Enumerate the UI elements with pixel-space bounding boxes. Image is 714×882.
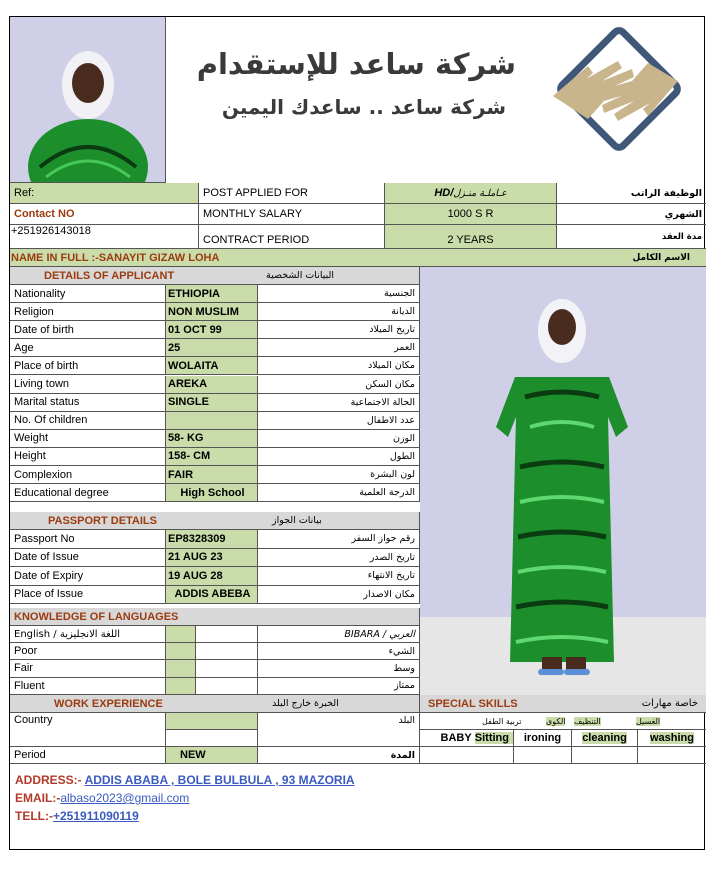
detail-label-cell xyxy=(10,339,166,357)
detail-value-cell xyxy=(166,412,258,430)
detail-ar-cell xyxy=(258,376,420,394)
passport-title-ar: بيانات الجواز xyxy=(272,515,322,526)
post-value-ar: عـاملـة منـزل xyxy=(453,187,507,199)
detail-label-cell xyxy=(10,303,166,321)
company-tagline-ar: شركة ساعد .. ساعدك اليمين xyxy=(221,95,506,119)
contract-ar: مدة العقد xyxy=(661,231,702,242)
salary-value-cell xyxy=(385,204,557,225)
detail-value-cell xyxy=(166,466,258,484)
skill-ironing: ironing xyxy=(523,732,562,744)
language-level-ar: الشيء xyxy=(388,645,415,657)
passport-ar: تاريخ الصدر xyxy=(369,551,415,563)
work-title-ar: الخبرة خارج البلد xyxy=(272,698,339,709)
passport-value-cell xyxy=(166,586,258,605)
arabic-label-cell xyxy=(258,626,420,643)
detail-value-cell xyxy=(166,430,258,448)
country-ar: البلد xyxy=(398,715,415,726)
detail-ar: لون البشرة xyxy=(370,469,415,481)
country-ar-cell xyxy=(258,713,420,747)
skill-ar-washing: الغسيل xyxy=(636,716,661,726)
detail-ar-cell xyxy=(258,357,420,375)
detail-value-cell xyxy=(166,285,258,303)
detail-label-cell xyxy=(10,394,166,412)
language-level-cell xyxy=(10,660,166,677)
language-level-ar-cell xyxy=(258,660,420,677)
salary-value: 1000 S R xyxy=(447,208,494,220)
language-level-cell xyxy=(10,643,166,660)
detail-ar: الدرجة العلمية xyxy=(359,487,415,499)
language-box-english-2 xyxy=(196,643,258,660)
period-ar: المدة xyxy=(390,749,415,761)
company-name-ar: شركة ساعد للإستقدام xyxy=(196,47,516,81)
detail-value: 25 xyxy=(168,341,181,354)
detail-label-cell xyxy=(10,376,166,394)
passport-ar-cell xyxy=(258,567,420,586)
passport-ar: مكان الاصدار xyxy=(363,588,415,600)
language-level-ar-cell xyxy=(258,643,420,660)
hands-logo-icon xyxy=(528,21,698,181)
detail-label-cell xyxy=(10,448,166,466)
detail-value: WOLAITA xyxy=(168,359,219,372)
detail-value: 58- KG xyxy=(168,432,204,445)
detail-label-cell xyxy=(10,357,166,375)
detail-ar: مكان الميلاد xyxy=(367,360,415,372)
post-value-prefix: HD/ xyxy=(434,187,454,199)
work-header xyxy=(10,695,420,713)
detail-ar: الجنسية xyxy=(384,288,415,300)
passport-value: EP8328309 xyxy=(168,532,226,545)
country-label: Country xyxy=(14,714,53,726)
detail-label: Complexion xyxy=(14,468,73,481)
language-box-english xyxy=(166,660,196,677)
post-label: POST APPLIED FOR xyxy=(203,187,308,199)
detail-label: Religion xyxy=(14,305,54,318)
skill-empty-3 xyxy=(572,747,638,764)
contact-value: +251926143018 xyxy=(11,225,91,237)
details-header xyxy=(10,267,420,285)
detail-ar: الديانة xyxy=(391,306,415,318)
skills-title-ar: خاصة مهارات xyxy=(641,698,698,709)
contract-label-cell xyxy=(199,225,385,249)
passport-value-cell xyxy=(166,530,258,549)
full-name-ar: الاسم الكامل xyxy=(632,252,690,263)
detail-label: Height xyxy=(14,450,46,463)
passport-value-cell xyxy=(166,549,258,568)
salary-ar: الشهري xyxy=(664,208,702,220)
detail-label: No. Of children xyxy=(14,414,88,427)
passport-ar-cell xyxy=(258,586,420,605)
detail-label: Educational degree xyxy=(14,486,109,499)
passport-value: ADDIS ABEBA xyxy=(174,588,251,601)
detail-ar: العمر xyxy=(394,342,415,354)
passport-label-cell xyxy=(10,530,166,549)
skill-babysitting: Sitting xyxy=(475,732,513,744)
tell-line xyxy=(15,809,139,823)
contact-label: Contact NO xyxy=(14,208,75,220)
skill-babysitting-cell xyxy=(420,730,514,747)
full-name: NAME IN FULL :-SANAYIT GIZAW LOHA xyxy=(11,251,220,264)
passport-value: 19 AUG 28 xyxy=(168,569,223,582)
passport-ar: تاريخ الانتهاء xyxy=(367,570,415,582)
detail-ar: الوزن xyxy=(392,432,415,444)
period-value: NEW xyxy=(180,749,206,761)
details-title: DETAILS OF APPLICANT xyxy=(44,269,175,282)
tell-label: TELL:- xyxy=(15,809,53,823)
detail-value-cell xyxy=(166,394,258,412)
language-box-english xyxy=(166,643,196,660)
country-value-cell-2 xyxy=(166,730,258,747)
detail-ar: الطول xyxy=(389,450,415,462)
detail-ar: مكان السكن xyxy=(365,378,415,390)
skill-cleaning: cleaning xyxy=(582,732,627,744)
detail-ar-cell xyxy=(258,448,420,466)
email-label: EMAIL:- xyxy=(15,791,61,805)
detail-label: Age xyxy=(14,341,34,354)
detail-label-cell xyxy=(10,285,166,303)
detail-label: Place of birth xyxy=(14,359,79,372)
cv-page xyxy=(9,16,705,850)
work-title: WORK EXPERIENCE xyxy=(54,697,163,710)
detail-label: Marital status xyxy=(14,396,80,409)
detail-value-cell xyxy=(166,357,258,375)
passport-ar-cell xyxy=(258,530,420,549)
detail-value-cell xyxy=(166,376,258,394)
language-box-english-2 xyxy=(196,678,258,695)
detail-ar: عدد الاطفال xyxy=(366,414,415,426)
passport-ar-cell xyxy=(258,549,420,568)
language-level: Fluent xyxy=(14,679,45,692)
languages-title: KNOWLEDGE OF LANGUAGES xyxy=(14,610,179,623)
passport-label: Date of Issue xyxy=(14,551,79,564)
passport-ar: رقم جواز السفر xyxy=(351,533,415,545)
skill-ar-ironing: الكوى xyxy=(546,716,566,726)
detail-value: ETHIOPIA xyxy=(168,287,220,300)
detail-ar-cell xyxy=(258,303,420,321)
contract-ar-cell xyxy=(557,225,706,249)
english-label-cell xyxy=(10,626,166,643)
details-title-ar: البيانات الشخصية xyxy=(266,270,335,281)
passport-label-cell xyxy=(10,567,166,586)
skill-empty-2 xyxy=(514,747,572,764)
detail-label-cell xyxy=(10,412,166,430)
detail-ar-cell xyxy=(258,394,420,412)
detail-label-cell xyxy=(10,430,166,448)
language-box-english xyxy=(166,678,196,695)
detail-ar-cell xyxy=(258,466,420,484)
skills-ar-row xyxy=(420,713,706,730)
salary-ar-cell xyxy=(557,204,706,225)
contract-label: CONTRACT PERIOD xyxy=(203,234,310,246)
detail-ar-cell xyxy=(258,430,420,448)
detail-label: Weight xyxy=(14,432,49,445)
english-box-2 xyxy=(196,626,258,643)
language-level-ar-cell xyxy=(258,678,420,695)
address-label: ADDRESS:- xyxy=(15,773,85,787)
english-box-1 xyxy=(166,626,196,643)
detail-ar-cell xyxy=(258,484,420,502)
skill-cleaning-cell xyxy=(572,730,638,747)
post-ar-cell xyxy=(557,183,706,204)
detail-value-cell xyxy=(166,303,258,321)
language-level-ar: وسط xyxy=(393,662,415,674)
language-level: Poor xyxy=(14,645,38,658)
skill-baby-prefix: BABY xyxy=(440,732,472,744)
detail-value: AREKA xyxy=(168,378,208,391)
applicant-full-photo xyxy=(420,267,706,703)
detail-value-cell xyxy=(166,339,258,357)
period-label: Period xyxy=(14,749,46,761)
contact-label-cell xyxy=(10,204,199,225)
detail-ar: تاريخ الميلاد xyxy=(369,324,415,336)
language-level: Fair xyxy=(14,662,33,675)
country-label-cell xyxy=(10,713,166,747)
post-ar: الوظيفة الراتب xyxy=(630,187,702,199)
detail-label-cell xyxy=(10,466,166,484)
languages-header xyxy=(10,608,420,626)
name-row xyxy=(10,249,706,267)
detail-label: Date of birth xyxy=(14,323,74,336)
detail-label: Nationality xyxy=(14,287,66,300)
passport-value-cell xyxy=(166,567,258,586)
skill-empty-1 xyxy=(420,747,514,764)
salary-label-cell xyxy=(199,204,385,225)
detail-ar: الحالة الاجتماعية xyxy=(350,396,415,408)
language-box-english-2 xyxy=(196,660,258,677)
address-line xyxy=(15,773,355,787)
skills-header xyxy=(420,695,706,713)
detail-ar-cell xyxy=(258,321,420,339)
email-line xyxy=(15,791,189,805)
language-level-cell xyxy=(10,678,166,695)
detail-label-cell xyxy=(10,321,166,339)
passport-label-cell xyxy=(10,586,166,605)
contact-value-cell xyxy=(10,225,199,249)
tell-link[interactable]: +251911090119 xyxy=(53,809,139,823)
ref-label: Ref: xyxy=(14,187,35,199)
country-value-cell xyxy=(166,713,258,730)
email-link[interactable]: albaso2023@gmail.com xyxy=(60,791,190,805)
detail-value-cell xyxy=(166,448,258,466)
passport-label-cell xyxy=(10,549,166,568)
contract-value: 2 YEARS xyxy=(447,234,494,246)
english-label: English / اللغة الانجليزية xyxy=(14,628,121,640)
post-label-cell xyxy=(199,183,385,204)
arabic-label: BIBARA / العربي xyxy=(344,628,415,640)
passport-value: 21 AUG 23 xyxy=(168,551,223,564)
skill-ar-cleaning: التنظيف xyxy=(574,716,601,726)
post-value-cell xyxy=(385,183,557,204)
contract-value-cell xyxy=(385,225,557,249)
skill-washing: washing xyxy=(649,732,694,744)
detail-value-cell xyxy=(166,321,258,339)
detail-value: High School xyxy=(180,486,245,499)
ref-label-cell xyxy=(10,183,199,204)
detail-value: 158- CM xyxy=(168,450,211,463)
detail-value: FAIR xyxy=(168,468,194,481)
period-value-cell xyxy=(166,747,258,764)
detail-label-cell xyxy=(10,484,166,502)
address-value[interactable]: ADDIS ABABA , BOLE BULBULA , 93 MAZORIA xyxy=(84,773,355,787)
detail-ar-cell xyxy=(258,339,420,357)
period-label-cell xyxy=(10,747,166,764)
period-ar-cell xyxy=(258,747,420,764)
skill-washing-cell xyxy=(638,730,706,747)
skill-empty-4 xyxy=(638,747,706,764)
skills-title: SPECIAL SKILLS xyxy=(428,697,518,710)
passport-title: PASSPORT DETAILS xyxy=(48,514,157,527)
skill-ironing-cell xyxy=(514,730,572,747)
applicant-portrait xyxy=(10,17,166,183)
passport-label: Place of Issue xyxy=(14,588,84,601)
detail-value: SINGLE xyxy=(168,396,209,409)
language-level-ar: ممتاز xyxy=(394,680,415,692)
salary-label: MONTHLY SALARY xyxy=(203,208,303,220)
detail-value-cell xyxy=(166,484,258,502)
detail-value: NON MUSLIM xyxy=(168,305,239,318)
skill-ar-babysitting: تربية الطفل xyxy=(482,716,522,726)
detail-ar-cell xyxy=(258,412,420,430)
passport-label: Passport No xyxy=(14,532,75,545)
detail-value: 01 OCT 99 xyxy=(168,323,222,336)
passport-label: Date of Expiry xyxy=(14,569,84,582)
detail-label: Living town xyxy=(14,378,70,391)
detail-ar-cell xyxy=(258,285,420,303)
passport-header xyxy=(10,512,420,530)
